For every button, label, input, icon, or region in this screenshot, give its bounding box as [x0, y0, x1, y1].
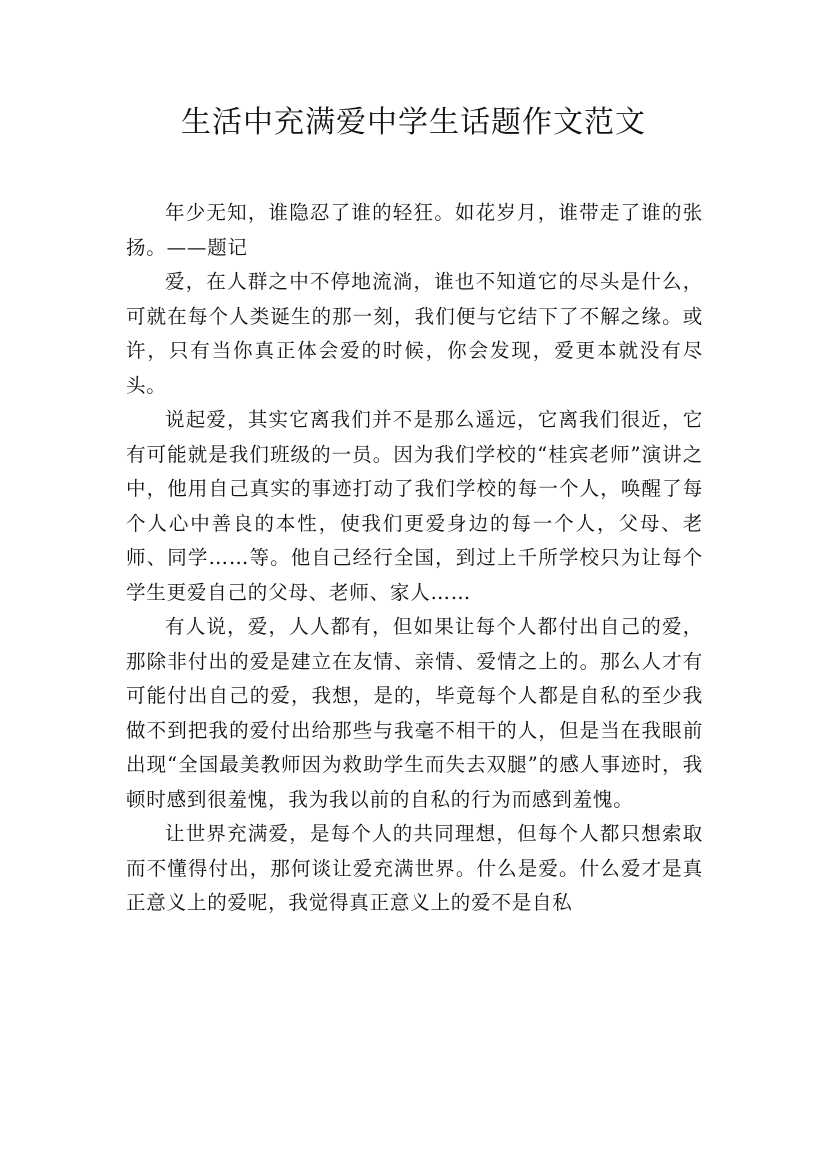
page-title: 生活中充满爱中学生话题作文范文: [181, 105, 646, 140]
paragraph-selfishness: 有人说，爱，人人都有，但如果让每个人都付出自己的爱，那除非付出的爱是建立在友情、亲情、爱情之上的。那么人才有可能付出自己的爱，我想，是的，毕竟每个人都是自私的至少我做不到把我的爱付出给那些与我毫不相干的人，但是当在我眼前出现“全国最美教师因为救助学生而失去双腿”的感人事迹时，我顿时感到很羞愧，我为我以前的自私的行为而感到羞愧。: [126, 615, 703, 811]
paragraph-world-of-love: 让世界充满爱，是每个人的共同理想，但每个人都只想索取而不懂得付出，那何谈让爱充满世界。什么是爱。什么爱才是真正意义上的爱呢，我觉得真正意义上的爱不是自私: [126, 822, 703, 914]
paragraph-love-flows: 爱，在人群之中不停地流淌，谁也不知道它的尽头是什么，可就在每个人类诞生的那一刻，我们便与它结下了不解之缘。或许，只有当你真正体会爱的时候，你会发现，爱更本就没有尽头。: [126, 270, 703, 397]
paragraph-teacher-speech: 说起爱，其实它离我们并不是那么遥远，它离我们很近，它有可能就是我们班级的一员。因为我们学校的“桂宾老师”演讲之中，他用自己真实的事迹打动了我们学校的每一个人，唤醒了每个人心中善良的本性，使我们更爱身边的每一个人，父母、老师、同学……等。他自己经行全国，到过上千所学校只为让每个学生更爱自己的父母、老师、家人……: [126, 408, 703, 604]
essay-body: [126, 196, 703, 921]
paragraph-epigraph: 年少无知，谁隐忍了谁的轻狂。如花岁月，谁带走了谁的张扬。——题记: [126, 201, 703, 259]
